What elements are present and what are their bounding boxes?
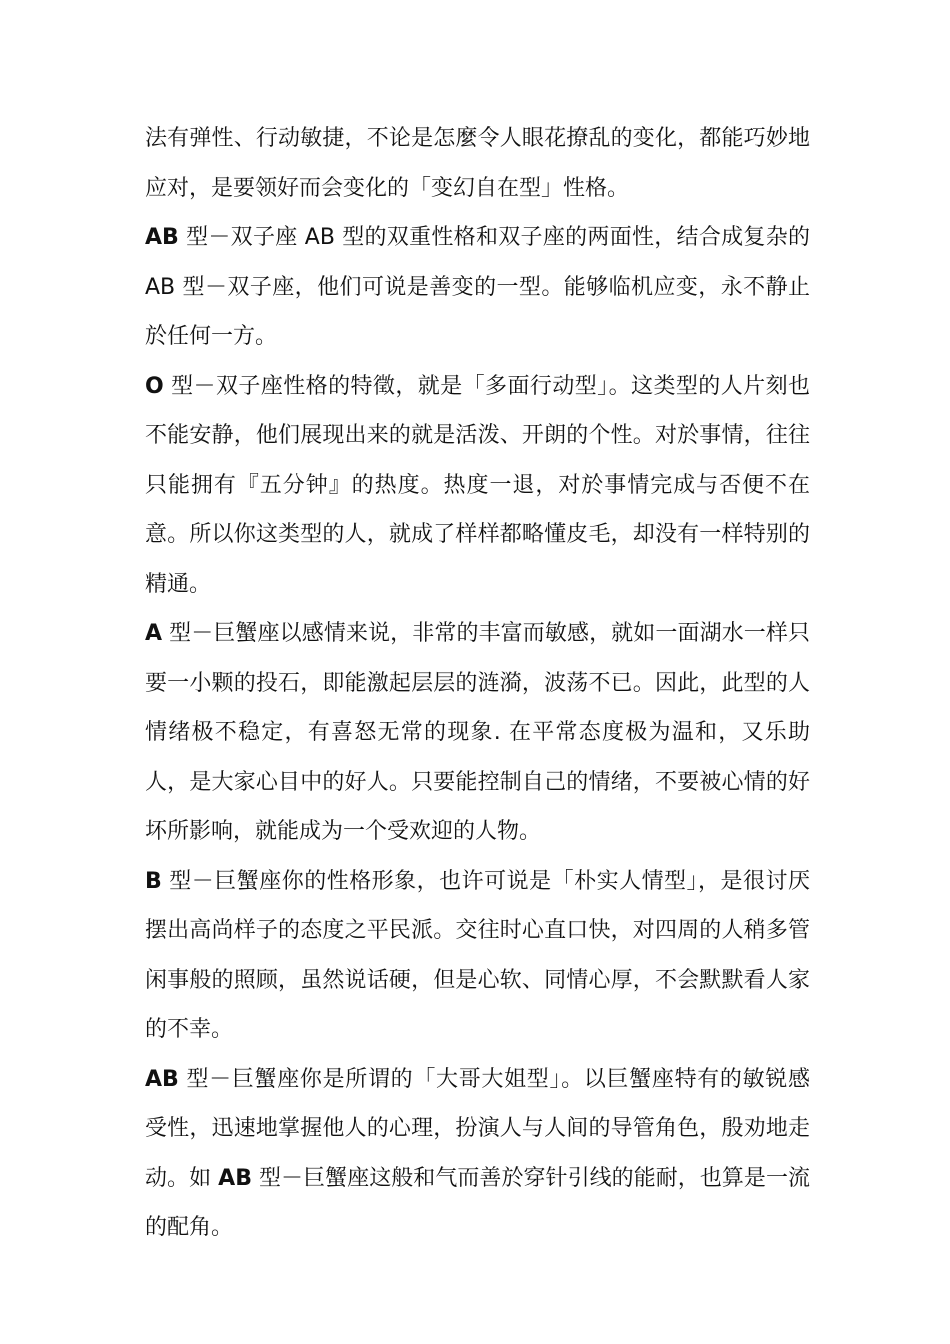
paragraph-1-text: 法有弹性、行动敏捷，不论是怎麼令人眼花撩乱的变化，都能巧妙地应对，是要领好而会变化的「变幻自在型」性格。: [145, 126, 810, 201]
paragraph-4: [145, 609, 810, 857]
paragraph-2: [145, 213, 810, 362]
paragraph-6-lead: AB: [145, 1066, 179, 1092]
paragraph-5-lead: B: [145, 868, 162, 894]
paragraph-6-text: 型－巨蟹座你是所谓的「大哥大姐型」。以巨蟹座特有的敏锐感受性，迅速地掌握他人的心理，扮演人与人间的导管角色，殷劝地走动。如: [145, 1066, 810, 1191]
paragraph-4-text: 型－巨蟹座以感情来说，非常的丰富而敏感，就如一面湖水一样只要一小颗的投石，即能激起层层的涟漪，波荡不已。因此，此型的人情绪极不稳定，有喜怒无常的现象. 在平常态度极为温和，又乐助人，是大家心目中的好人。只要能控制自己的情绪，不要被心情的好坏所影响，就能成为一个受欢迎的人物。: [145, 621, 810, 844]
paragraph-3-text: 型－双子座性格的特徵，就是「多面行动型」。这类型的人片刻也不能安静，他们展现出来的就是活泼、开朗的个性。对於事情，往往只能拥有『五分钟』的热度。热度一退，对於事情完成与否便不在意。所以你这类型的人，就成了样样都略懂皮毛，却没有一样特别的精通。: [145, 373, 810, 597]
paragraph-3: [145, 362, 810, 610]
paragraph-2-lead: AB: [145, 225, 179, 250]
paragraph-4-lead: A: [145, 621, 163, 646]
paragraph-6-lead-2: AB: [218, 1165, 252, 1191]
paragraph-5-text: 型－巨蟹座你的性格形象，也许可说是「朴实人情型」，是很讨厌摆出高尚样子的态度之平民派。交往时心直口快，对四周的人稍多管闲事般的照顾，虽然说话硬，但是心软、同情心厚，不会默默看人家的不幸。: [145, 868, 810, 1042]
paragraph-6-text-2: 型－巨蟹座这般和气而善於穿针引线的能耐，也算是一流的配角。: [145, 1165, 811, 1240]
paragraph-5: [145, 857, 810, 1055]
document-body: [145, 114, 810, 1253]
paragraph-6: [145, 1055, 810, 1253]
paragraph-2-text: 型－双子座 AB 型的双重性格和双子座的两面性，结合成复杂的 AB 型－双子座，他们可说是善变的一型。能够临机应变，永不静止於任何一方。: [145, 225, 810, 349]
paragraph-3-lead: O: [145, 373, 164, 399]
paragraph-1: [145, 114, 810, 213]
